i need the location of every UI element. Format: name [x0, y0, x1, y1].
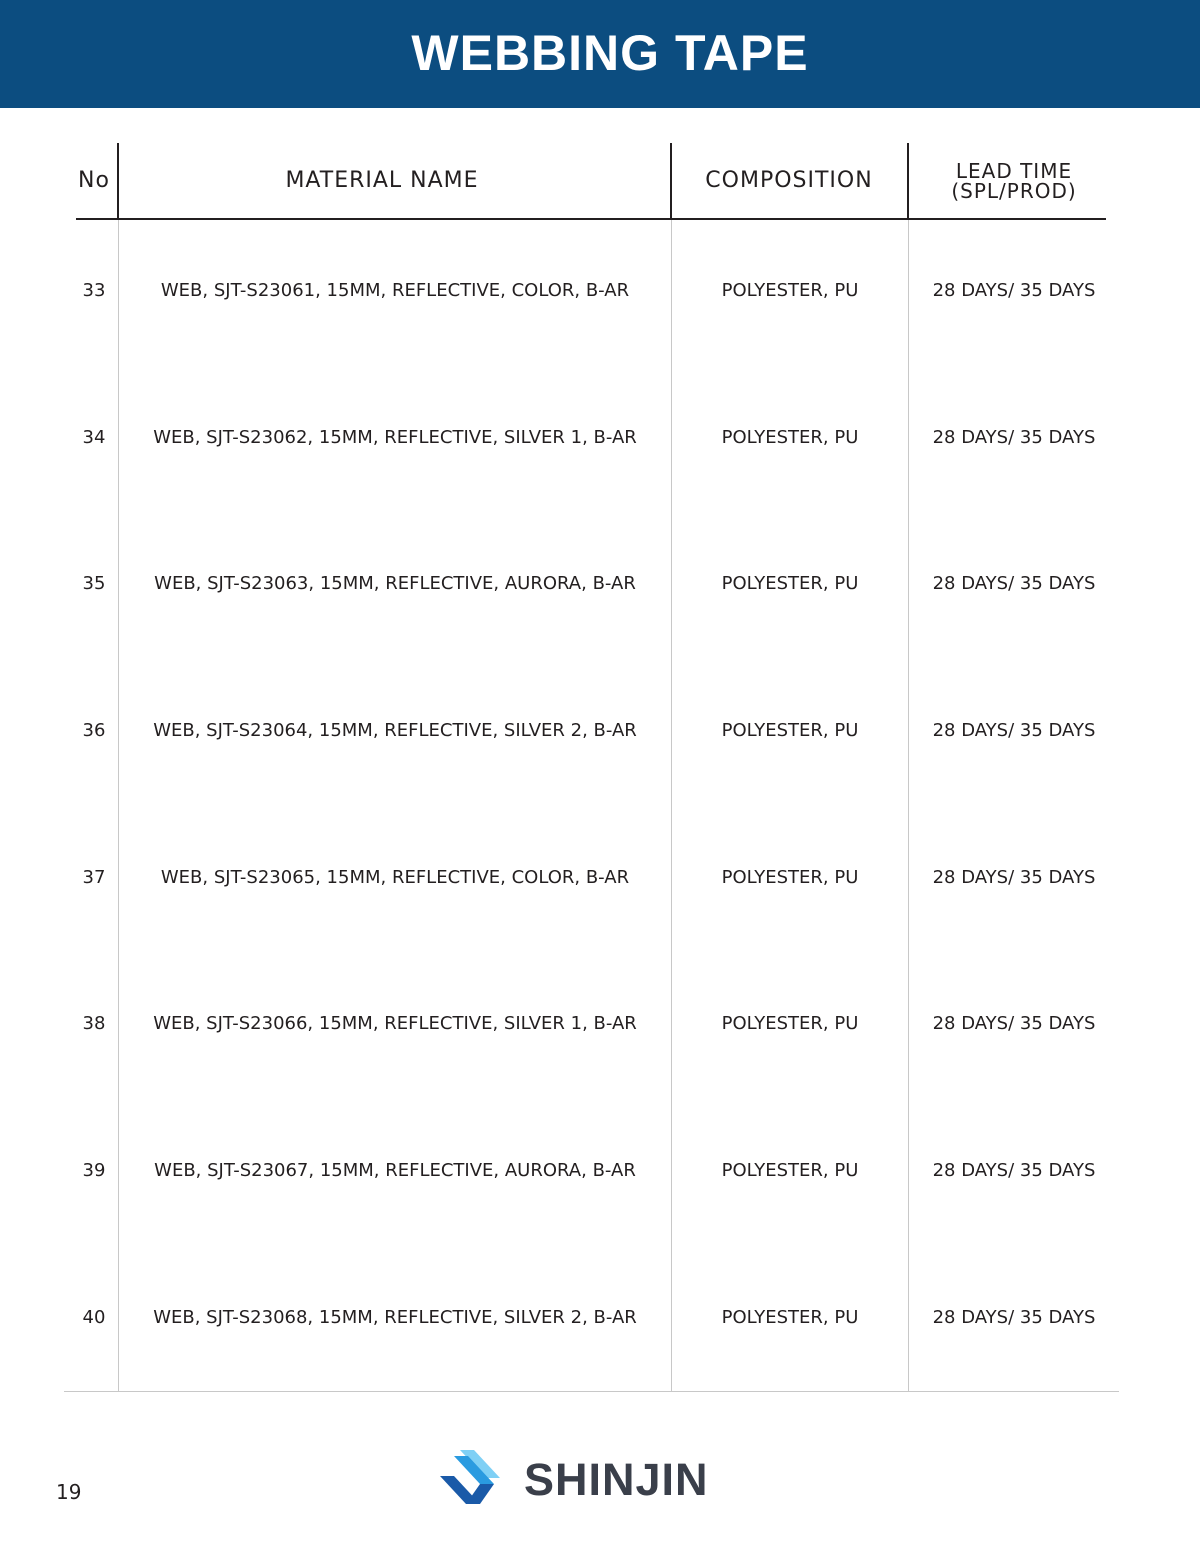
table-row: [0, 270, 1200, 310]
table-row: [0, 857, 1200, 897]
table-bottom-rule: [64, 1391, 1119, 1392]
cell-lead-time: 28 DAYS/ 35 DAYS: [932, 279, 1096, 301]
cell-no: 39: [82, 1159, 106, 1181]
table-row: [0, 1003, 1200, 1043]
cell-lead-time: 28 DAYS/ 35 DAYS: [932, 1159, 1096, 1181]
header-rule: [76, 218, 1106, 220]
column-divider: [908, 220, 909, 1392]
column-header-lead-time: [909, 143, 1119, 218]
column-header-composition: COMPOSITION: [705, 168, 873, 193]
cell-composition: POLYESTER, PU: [721, 866, 859, 888]
table-row: [0, 563, 1200, 603]
cell-lead-time: 28 DAYS/ 35 DAYS: [932, 866, 1096, 888]
cell-material-name: WEB, SJT-S23066, 15MM, REFLECTIVE, SILVER 1, B-AR: [153, 1012, 637, 1034]
shinjin-logo-icon: [438, 1448, 510, 1512]
cell-composition: POLYESTER, PU: [721, 719, 859, 741]
brand-name: SHINJIN: [524, 1454, 709, 1505]
cell-composition: POLYESTER, PU: [721, 1012, 859, 1034]
column-header-material-name: MATERIAL NAME: [285, 168, 479, 193]
cell-lead-time: 28 DAYS/ 35 DAYS: [932, 1012, 1096, 1034]
page-number: 19: [56, 1480, 82, 1504]
cell-no: 34: [82, 426, 106, 448]
column-header-no: No: [78, 168, 110, 193]
cell-material-name: WEB, SJT-S23064, 15MM, REFLECTIVE, SILVER 2, B-AR: [153, 719, 637, 741]
page-title: WEBBING TAPE: [411, 25, 809, 81]
cell-composition: POLYESTER, PU: [721, 279, 859, 301]
cell-lead-time: 28 DAYS/ 35 DAYS: [932, 1306, 1096, 1328]
column-header-lead-time-line1: LEAD TIME: [955, 158, 1073, 183]
cell-lead-time: 28 DAYS/ 35 DAYS: [932, 426, 1096, 448]
cell-no: 37: [82, 866, 106, 888]
cell-composition: POLYESTER, PU: [721, 572, 859, 594]
column-divider: [118, 220, 119, 1392]
cell-lead-time: 28 DAYS/ 35 DAYS: [932, 719, 1096, 741]
cell-material-name: WEB, SJT-S23063, 15MM, REFLECTIVE, AURORA, B-AR: [154, 572, 636, 594]
cell-composition: POLYESTER, PU: [721, 426, 859, 448]
column-divider: [671, 220, 672, 1392]
table-row: [0, 417, 1200, 457]
cell-no: 38: [82, 1012, 106, 1034]
table-row: [0, 1297, 1200, 1337]
cell-composition: POLYESTER, PU: [721, 1306, 859, 1328]
table-row: [0, 710, 1200, 750]
cell-lead-time: 28 DAYS/ 35 DAYS: [932, 572, 1096, 594]
cell-no: 33: [82, 279, 106, 301]
cell-no: 35: [82, 572, 106, 594]
cell-no: 40: [82, 1306, 106, 1328]
cell-material-name: WEB, SJT-S23065, 15MM, REFLECTIVE, COLOR, B-AR: [160, 866, 630, 888]
table-row: [0, 1150, 1200, 1190]
cell-material-name: WEB, SJT-S23068, 15MM, REFLECTIVE, SILVER 2, B-AR: [153, 1306, 637, 1328]
cell-material-name: WEB, SJT-S23061, 15MM, REFLECTIVE, COLOR, B-AR: [160, 279, 630, 301]
cell-composition: POLYESTER, PU: [721, 1159, 859, 1181]
cell-no: 36: [82, 719, 106, 741]
cell-material-name: WEB, SJT-S23062, 15MM, REFLECTIVE, SILVER 1, B-AR: [153, 426, 637, 448]
column-header-lead-time-line2: (SPL/PROD): [951, 178, 1077, 203]
brand-logo: [438, 1448, 748, 1512]
cell-material-name: WEB, SJT-S23067, 15MM, REFLECTIVE, AURORA, B-AR: [154, 1159, 636, 1181]
